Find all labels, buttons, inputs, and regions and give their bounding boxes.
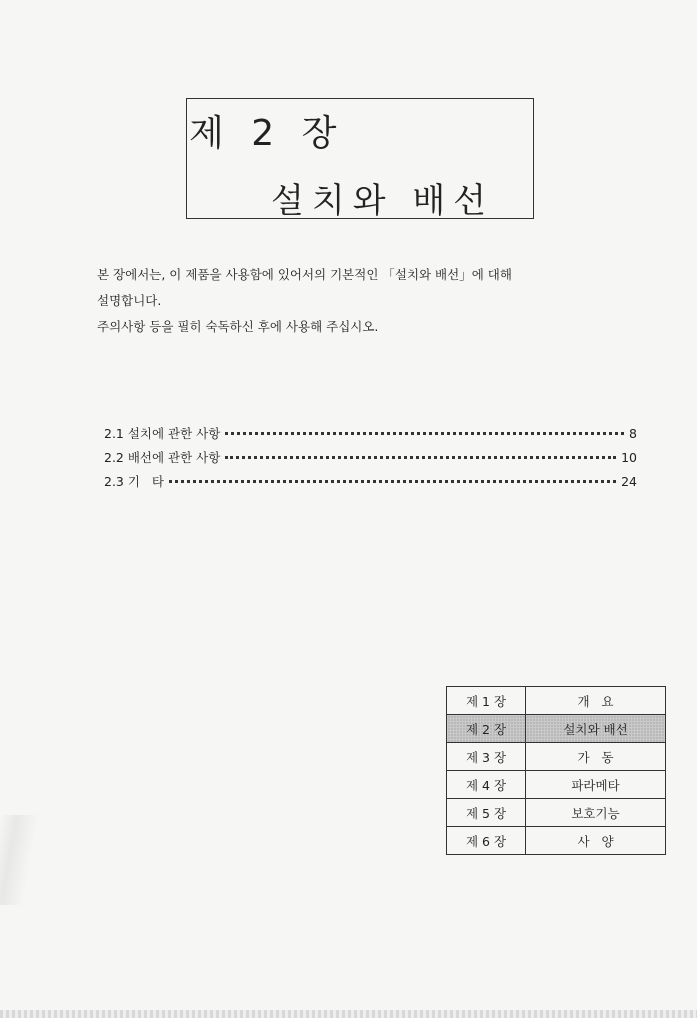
toc-leader-dots xyxy=(169,479,616,483)
table-of-contents xyxy=(104,424,637,496)
chapter-name: 설치와 배선 xyxy=(526,715,666,743)
scan-artifact xyxy=(0,815,40,905)
chapter-row[interactable] xyxy=(447,827,666,855)
chapter-label: 제 2 장 xyxy=(189,113,345,154)
intro-line: 설명합니다. xyxy=(97,293,162,308)
chapter-name: 사 양 xyxy=(526,827,666,855)
chapter-title: 설치와 배선 xyxy=(271,181,495,221)
intro-line: 본 장에서는, 이 제품을 사용함에 있어서의 기본적인 「설치와 배선」에 대해 xyxy=(97,267,512,282)
toc-item-label: 2.2 배선에 관한 사항 xyxy=(104,450,221,465)
toc-item-page: 10 xyxy=(621,450,637,465)
scan-edge-strip xyxy=(0,1010,697,1018)
chapter-number: 제 4 장 xyxy=(447,771,526,799)
chapter-name: 개 요 xyxy=(526,687,666,715)
chapter-row[interactable] xyxy=(447,715,666,743)
toc-item-label: 2.1 설치에 관한 사항 xyxy=(104,426,221,441)
chapter-name: 보호기능 xyxy=(526,799,666,827)
chapter-name: 파라메타 xyxy=(526,771,666,799)
toc-item-page: 8 xyxy=(629,426,637,441)
intro-text xyxy=(97,265,512,343)
chapter-index-table xyxy=(446,686,666,855)
toc-item[interactable] xyxy=(104,472,637,496)
toc-item-page: 24 xyxy=(621,474,637,489)
chapter-row[interactable] xyxy=(447,799,666,827)
chapter-row[interactable] xyxy=(447,771,666,799)
chapter-number: 제 2 장 xyxy=(447,715,526,743)
chapter-number: 제 1 장 xyxy=(447,687,526,715)
chapter-number: 제 5 장 xyxy=(447,799,526,827)
toc-item[interactable] xyxy=(104,424,637,448)
chapter-title-box xyxy=(186,98,534,219)
toc-leader-dots xyxy=(225,455,616,459)
toc-item[interactable] xyxy=(104,448,637,472)
chapter-name: 가 동 xyxy=(526,743,666,771)
chapter-row[interactable] xyxy=(447,743,666,771)
chapter-number: 제 3 장 xyxy=(447,743,526,771)
toc-item-label: 2.3 기 타 xyxy=(104,474,164,489)
intro-line: 주의사항 등을 필히 숙독하신 후에 사용해 주십시오. xyxy=(97,319,379,334)
toc-leader-dots xyxy=(225,431,624,435)
chapter-row[interactable] xyxy=(447,687,666,715)
chapter-number: 제 6 장 xyxy=(447,827,526,855)
